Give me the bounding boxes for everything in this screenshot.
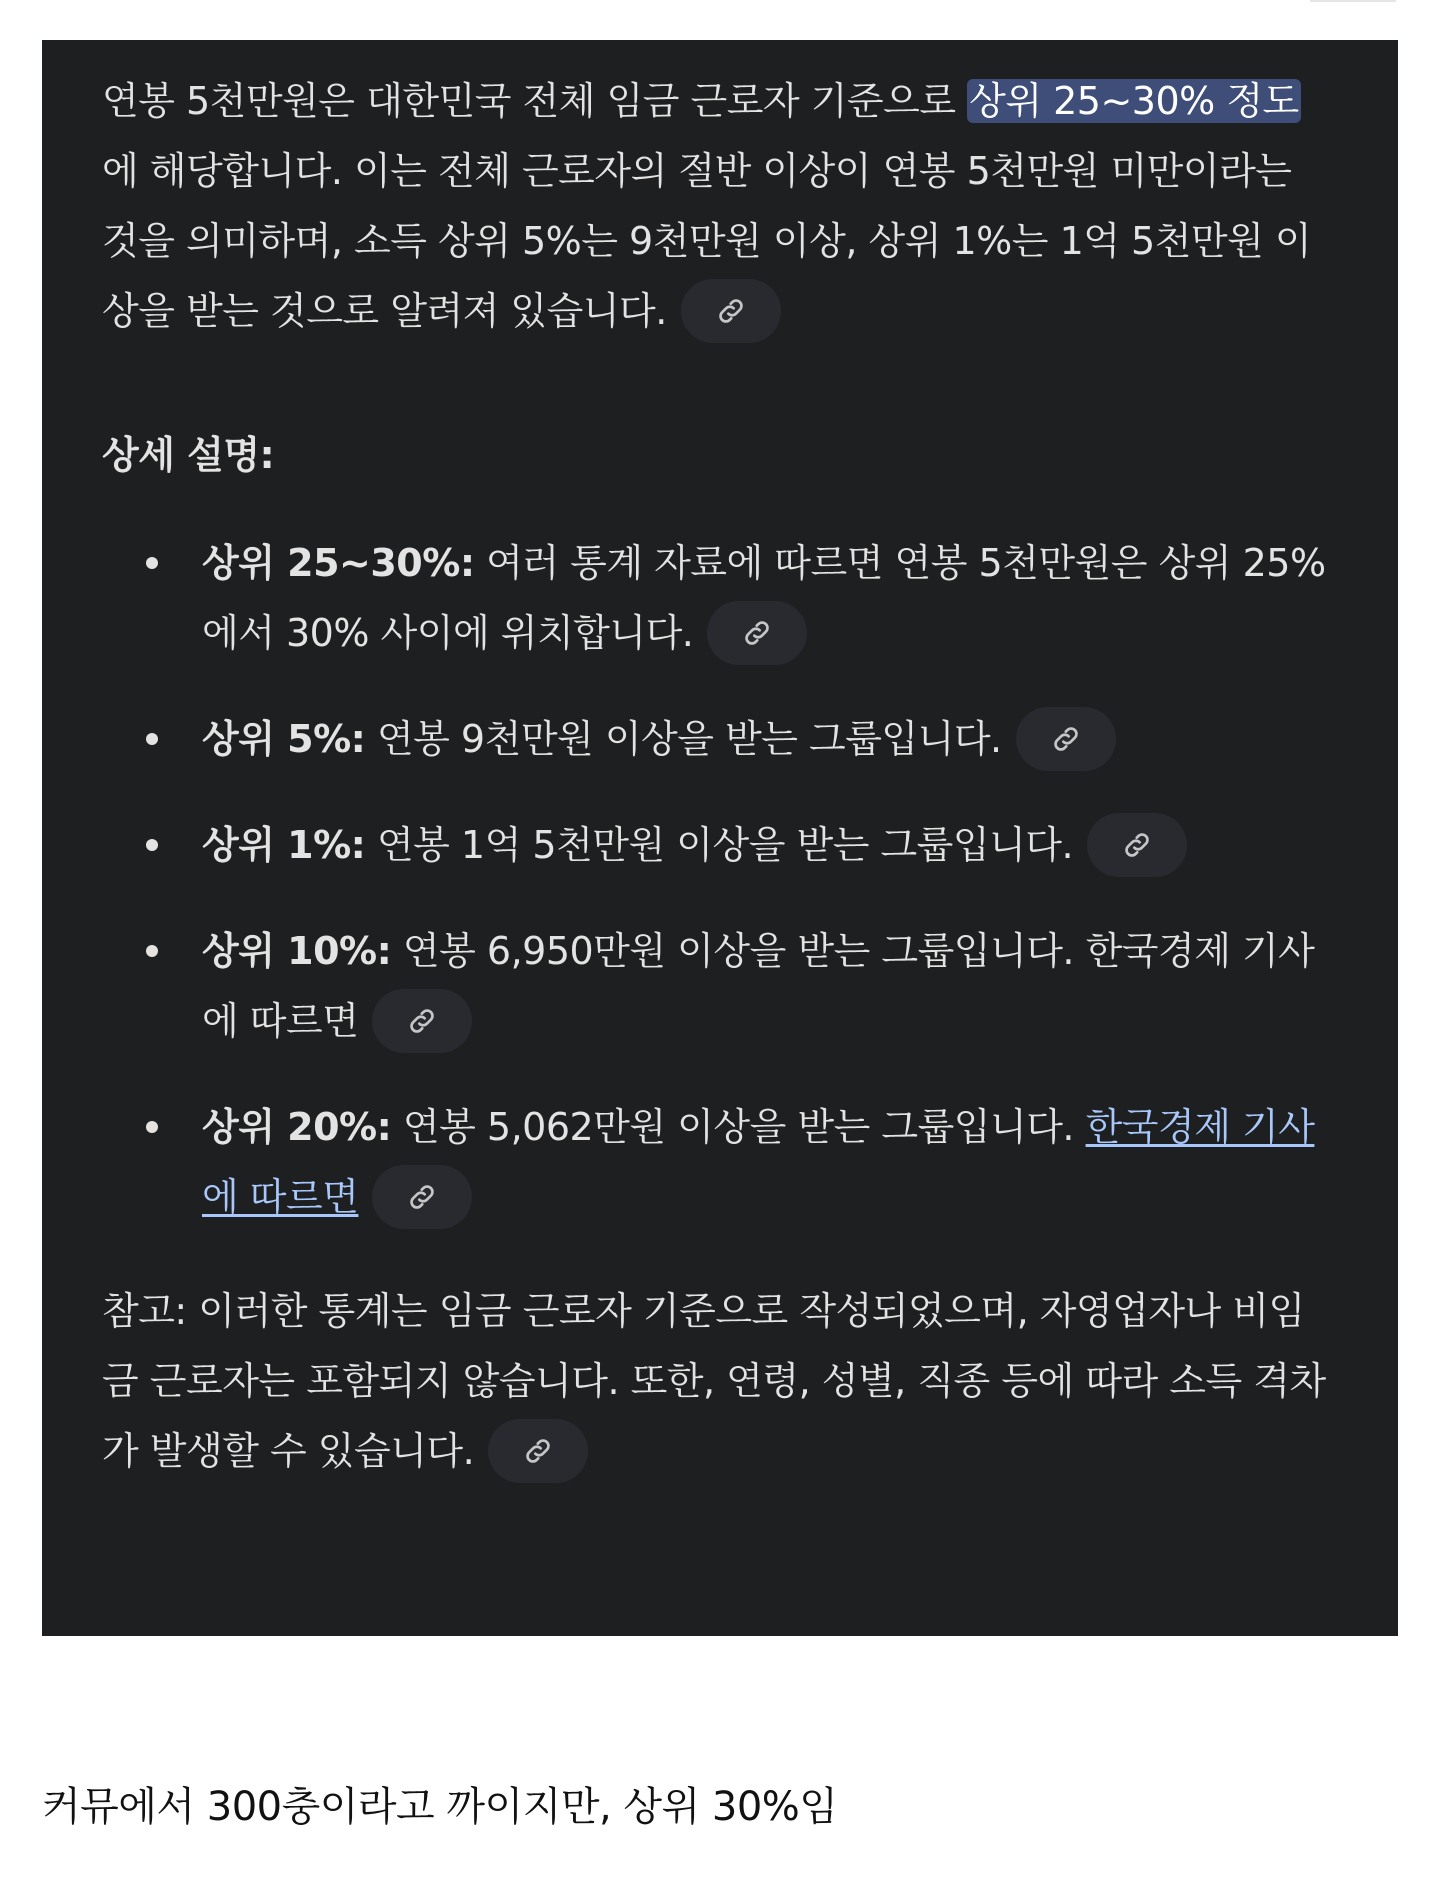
link-icon (1121, 829, 1153, 861)
bullet-key: 상위 5%: (202, 717, 366, 761)
citation-chip[interactable] (488, 1419, 588, 1483)
post-caption: 커뮤에서 300충이라고 까이지만, 상위 30%임 (42, 1784, 838, 1830)
bullet-key: 상위 1%: (202, 823, 366, 867)
bullet-key: 상위 10%: (202, 929, 392, 973)
intro-text-after: 에 해당합니다. 이는 전체 근로자의 절반 이상이 연봉 5천만원 미만이라는 것을 의미하며, 소득 상위 5%는 9천만원 이상, 상위 1%는 1억 5천만원 이상을 받는 것으로 알려져 있습니다. (102, 149, 1312, 333)
link-icon (522, 1435, 554, 1467)
note-text: 참고: 이러한 통계는 임금 근로자 기준으로 작성되었으며, 자영업자나 비임금 근로자는 포함되지 않습니다. 또한, 연령, 성별, 직종 등에 따라 소득 격차가 발생할 수 있습니다. (102, 1289, 1326, 1473)
intro-text-before: 연봉 5천만원은 대한민국 전체 임금 근로자 기준으로 (102, 79, 968, 123)
bullet-text: 연봉 5,062만원 이상을 받는 그룹입니다. (391, 1105, 1086, 1149)
list-item (102, 1092, 1328, 1232)
bullet-text: 여러 통계 자료에 따르면 연봉 5천만원은 상위 25%에서 30% 사이에 위치합니다. (202, 541, 1326, 655)
link-icon (406, 1005, 438, 1037)
top-divider (1310, 0, 1396, 2)
intro-highlight[interactable]: 상위 25~30% 정도 (969, 79, 1299, 123)
citation-chip[interactable] (707, 601, 807, 665)
link-icon (1050, 723, 1082, 755)
details-heading: 상세 설명: (102, 433, 275, 477)
citation-chip[interactable] (681, 279, 781, 343)
bullet-dot (146, 945, 158, 957)
bullet-key: 상위 25~30%: (202, 541, 475, 585)
intro-paragraph (102, 66, 1328, 346)
list-item (102, 810, 1328, 880)
bullet-dot (146, 557, 158, 569)
citation-chip[interactable] (1087, 813, 1187, 877)
link-icon (741, 617, 773, 649)
bullet-dot (146, 1121, 158, 1133)
list-item (102, 704, 1328, 774)
list-item (102, 916, 1328, 1056)
ai-answer-panel (42, 40, 1398, 1636)
source-link[interactable]: 한국경제 기사에 따르면 (202, 1105, 1315, 1219)
bullet-text: 연봉 9천만원 이상을 받는 그룹입니다. (365, 717, 1002, 761)
citation-chip[interactable] (1016, 707, 1116, 771)
link-icon (406, 1181, 438, 1213)
link-icon (715, 295, 747, 327)
citation-chip[interactable] (372, 989, 472, 1053)
citation-chip[interactable] (372, 1165, 472, 1229)
bullet-text: 연봉 1억 5천만원 이상을 받는 그룹입니다. (365, 823, 1074, 867)
details-list (102, 528, 1328, 1232)
bullet-dot (146, 733, 158, 745)
bullet-text: 연봉 6,950만원 이상을 받는 그룹입니다. 한국경제 기사에 따르면 (202, 929, 1315, 1043)
bullet-dot (146, 839, 158, 851)
bullet-key: 상위 20%: (202, 1105, 392, 1149)
list-item (102, 528, 1328, 668)
note-paragraph (102, 1276, 1328, 1486)
